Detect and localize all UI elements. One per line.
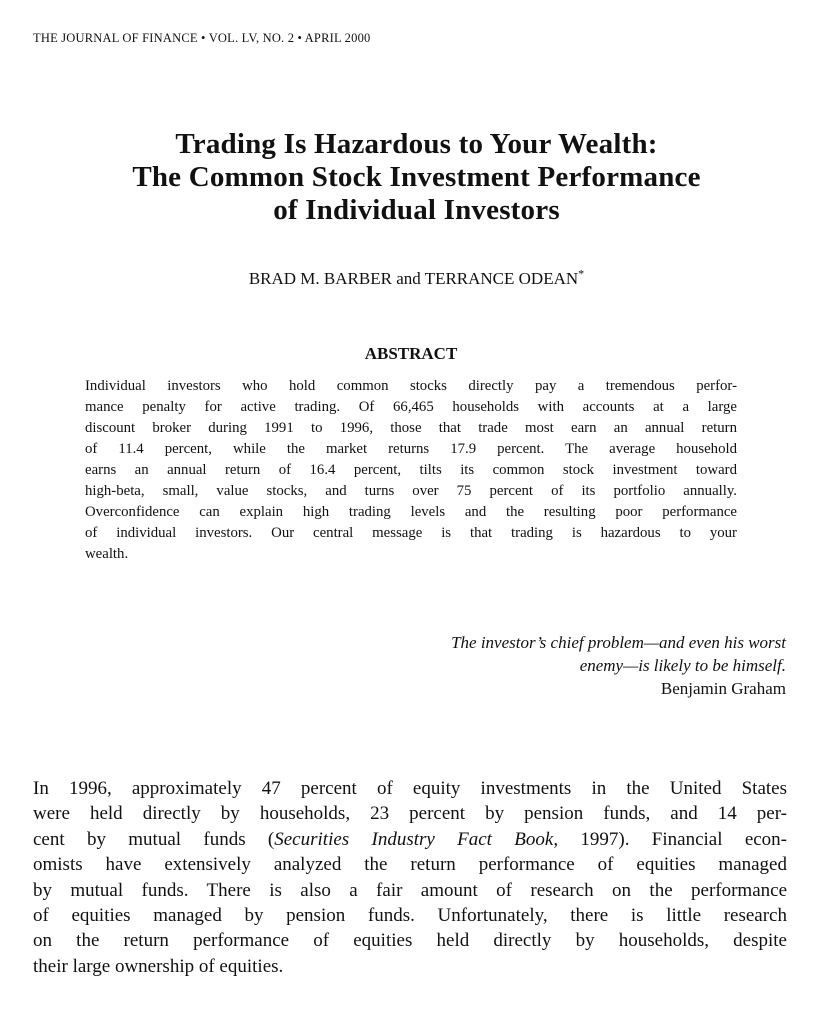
body-line: their large ownership of equities. [33,955,284,977]
title-line: The Common Stock Investment Performance [132,161,701,193]
body-line: by mutual funds. There is also a fair amount of research on the performance [33,879,787,901]
running-head: THE JOURNAL OF FINANCE • VOL. LV, NO. 2 • APRIL 2000 [33,31,371,45]
abstract-line: of individual investors. Our central message is that trading is hazardous to your [85,525,737,541]
body-line: In 1996, approximately 47 percent of equity investments in the United States [33,778,787,799]
abstract-line: of 11.4 percent, while the market returns 17.9 percent. The average household [85,441,737,457]
author-footnote-mark: * [578,266,585,281]
body-line: of equities managed by pension funds. Unfortunately, there is little research [33,905,787,927]
body-line: were held directly by households, 23 percent by pension funds, and 14 per- [33,803,787,825]
epigraph [266,631,786,700]
epigraph-attribution: Benjamin Graham [660,679,786,698]
paper-title [0,128,833,227]
body-line: on the return performance of equities held directly by households, despite [33,930,787,952]
abstract-line: high-beta, small, value stocks, and turns over 75 percent of its portfolio annually. [85,483,737,499]
abstract-line: mance penalty for active trading. Of 66,465 households with accounts at a large [85,399,737,415]
abstract-body [85,376,737,565]
author-line [0,266,833,289]
author-names: BRAD M. BARBER and TERRANCE ODEAN [248,269,579,288]
body-text-segment: , 1997). Financial econ- [553,828,788,850]
epigraph-quote-line: enemy—is likely to be himself. [579,656,786,675]
title-line: of Individual Investors [273,194,560,226]
body-text-segment: cent by mutual funds ( [33,828,275,850]
abstract-heading: ABSTRACT [364,344,458,363]
abstract-line: earns an annual return of 16.4 percent, tilts its common stock investment toward [85,462,737,478]
abstract-line: wealth. [85,546,129,562]
abstract-line: Individual investors who hold common stocks directly pay a tremendous perfor- [85,378,737,394]
citation-title: Securities Industry Fact Book [274,828,554,850]
abstract-line: Overconfidence can explain high trading levels and the resulting poor performance [85,504,737,520]
epigraph-quote-line: The investor’s chief problem—and even his worst [451,633,786,652]
body-paragraph [33,776,787,979]
title-line: Trading Is Hazardous to Your Wealth: [175,128,658,160]
body-line [33,827,787,852]
body-line: omists have extensively analyzed the return performance of equities managed [33,854,787,876]
abstract-line: discount broker during 1991 to 1996, those that trade most earn an annual return [85,420,737,436]
